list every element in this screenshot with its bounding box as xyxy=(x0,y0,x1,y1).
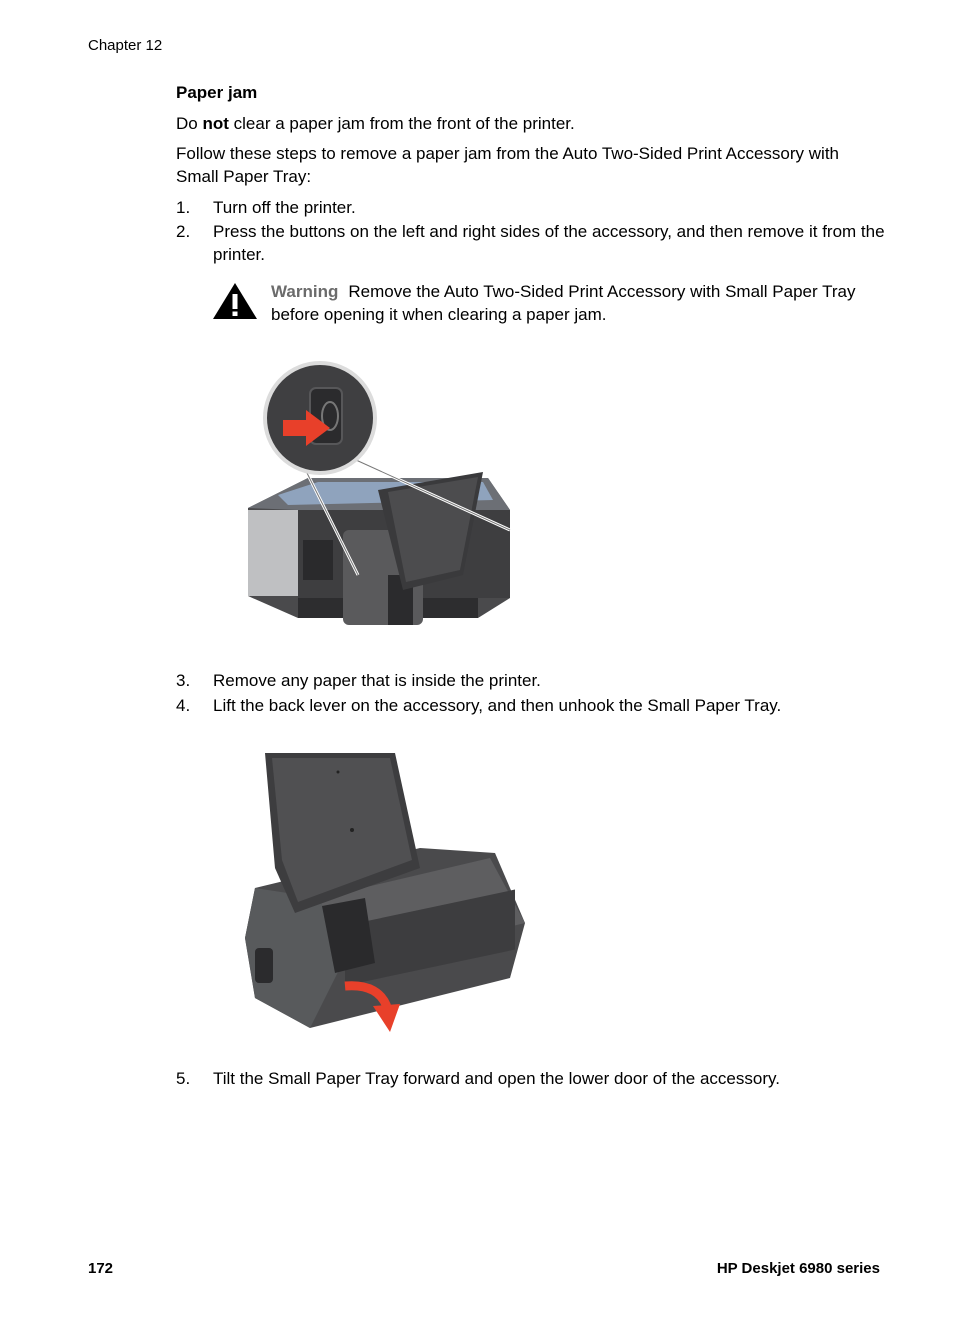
step-text: Remove any paper that is inside the printer. xyxy=(213,671,541,690)
follow-paragraph: Follow these steps to remove a paper jam from the Auto Two-Sided Print Accessory with Small Paper Tray: xyxy=(176,144,839,186)
intro-pre: Do xyxy=(176,114,203,133)
step-number: 3. xyxy=(176,671,191,690)
step-2 xyxy=(176,220,886,266)
product-name: HP Deskjet 6980 series xyxy=(716,1260,880,1277)
figure-unhook-tray xyxy=(240,748,532,1036)
step-text: Tilt the Small Paper Tray forward and open the lower door of the accessory. xyxy=(213,1069,780,1088)
step-5 xyxy=(176,1067,886,1090)
step-number: 2. xyxy=(176,222,191,241)
step-4 xyxy=(176,694,886,717)
warning-text: Remove the Auto Two-Sided Print Accessory with Small Paper Tray before opening it when clearing a paper jam. xyxy=(271,282,856,324)
figure-remove-accessory xyxy=(238,360,523,632)
warning-note xyxy=(271,280,881,326)
step-text: Press the buttons on the left and right sides of the accessory, and then remove it from the printer. xyxy=(213,222,885,264)
step-number: 1. xyxy=(176,198,191,217)
step-1 xyxy=(176,196,886,219)
warning-label: Warning xyxy=(271,282,339,301)
intro-post: clear a paper jam from the front of the printer. xyxy=(228,114,575,133)
chapter-label: Chapter 12 xyxy=(88,37,163,54)
page-number: 172 xyxy=(88,1260,114,1277)
step-number: 4. xyxy=(176,696,191,715)
intro-bold: not xyxy=(202,114,229,133)
warning-triangle-icon xyxy=(212,282,258,320)
step-text: Lift the back lever on the accessory, and then unhook the Small Paper Tray. xyxy=(213,696,782,715)
intro-paragraph xyxy=(176,112,886,135)
step-text: Turn off the printer. xyxy=(213,198,356,217)
step-number: 5. xyxy=(176,1069,191,1088)
step-3 xyxy=(176,669,886,692)
section-title: Paper jam xyxy=(176,83,258,102)
